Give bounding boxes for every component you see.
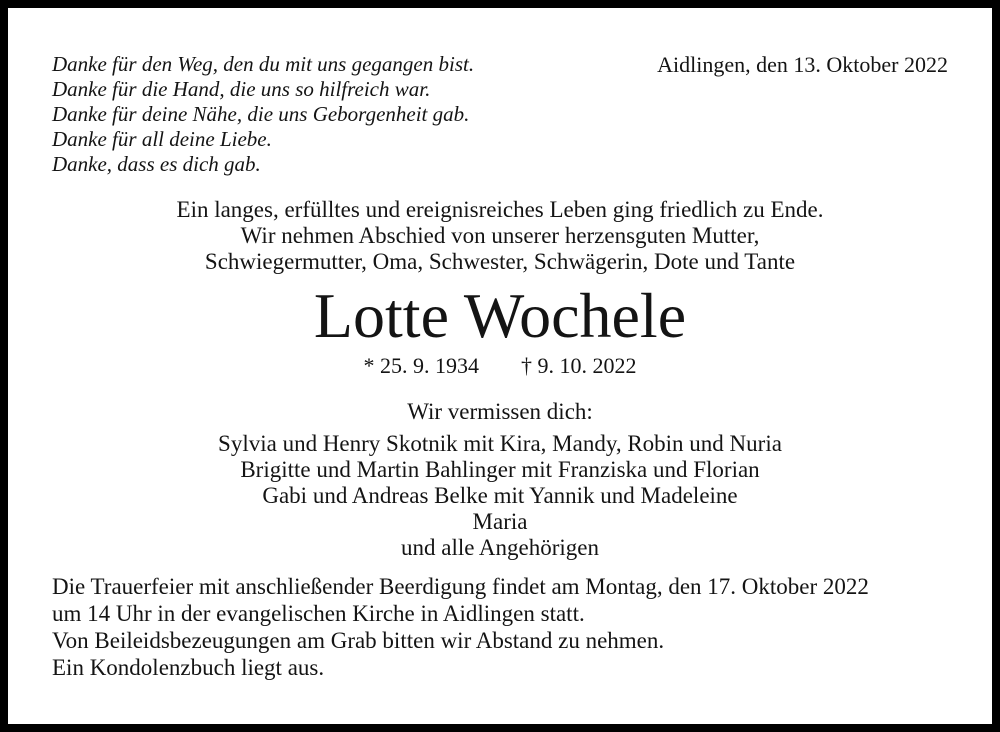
- death-date: † 9. 10. 2022: [521, 353, 637, 378]
- obituary-content: [8, 8, 992, 724]
- announcement-line: Wir nehmen Abschied von unserer herzensguten Mutter,: [240, 223, 760, 248]
- poem-line: Danke, dass es dich gab.: [52, 152, 261, 176]
- birth-date: * 25. 9. 1934: [363, 353, 479, 378]
- funeral-line: um 14 Uhr in der evangelischen Kirche in Aidlingen statt.: [52, 601, 585, 626]
- poem-line: Danke für deine Nähe, die uns Geborgenheit gab.: [52, 102, 470, 126]
- funeral-line: Von Beileidsbezeugungen am Grab bitten wir Abstand zu nehmen.: [52, 628, 665, 653]
- funeral-line: Die Trauerfeier mit anschließender Beerdigung findet am Montag, den 17. Oktober 2022: [52, 574, 869, 599]
- deceased-name: Lotte Wochele: [313, 280, 687, 351]
- place-and-date: Aidlingen, den 13. Oktober 2022: [657, 52, 948, 77]
- mourner-line: Sylvia und Henry Skotnik mit Kira, Mandy, Robin und Nuria: [218, 431, 782, 456]
- funeral-line: Ein Kondolenzbuch liegt aus.: [52, 655, 325, 680]
- mourner-line: Gabi und Andreas Belke mit Yannik und Madeleine: [262, 483, 738, 508]
- mourners-list: [52, 431, 948, 561]
- mourner-line: Maria: [472, 509, 528, 534]
- funeral-details: [52, 573, 948, 681]
- top-row: [52, 52, 948, 177]
- announcement-text: [52, 197, 948, 275]
- poem-line: Danke für die Hand, die uns so hilfreich war.: [52, 77, 431, 101]
- thank-you-poem: [52, 52, 474, 177]
- mourning-heading: Wir vermissen dich:: [407, 399, 593, 424]
- mourner-line: und alle Angehörigen: [400, 535, 599, 560]
- announcement-line: Ein langes, erfülltes und ereignisreiches Leben ging friedlich zu Ende.: [176, 197, 824, 222]
- poem-line: Danke für den Weg, den du mit uns gegangen bist.: [52, 52, 475, 76]
- life-dates: [52, 353, 948, 379]
- announcement-line: Schwiegermutter, Oma, Schwester, Schwägerin, Dote und Tante: [204, 249, 796, 274]
- poem-line: Danke für all deine Liebe.: [52, 127, 272, 151]
- mourner-line: Brigitte und Martin Bahlinger mit Franziska und Florian: [240, 457, 760, 482]
